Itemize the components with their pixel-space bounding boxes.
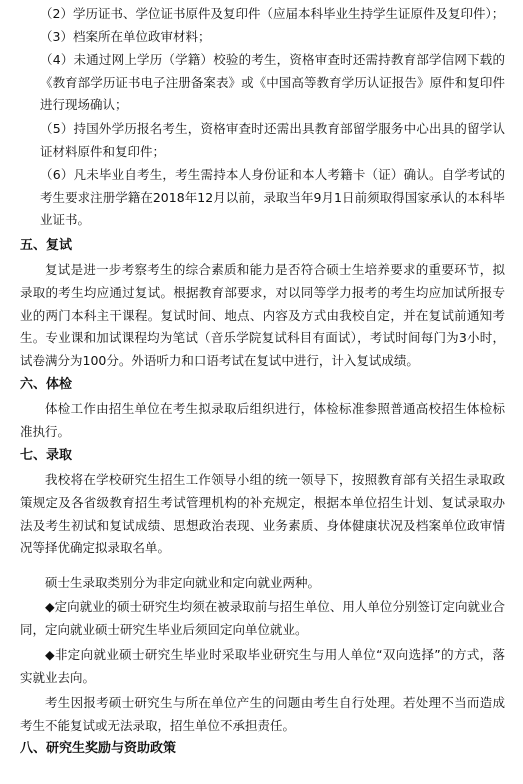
section-heading-retest: 五、复试 bbox=[20, 238, 73, 253]
requirement-item-3: （3）档案所在单位政审材料； bbox=[40, 29, 211, 44]
liability-text: 考生因报考硕士研究生与所在单位产生的问题由考生自行处理。若处理不当而造成考生不能复试或无法录取，招生单位不承担责任。 bbox=[20, 695, 505, 733]
requirement-item-2: （2）学历证书、学位证书原件及复印件（应届本科毕业生持学生证原件及复印件）； bbox=[40, 6, 505, 21]
requirement-item-4: （4）未通过网上学历（学籍）校验的考生，资格审查时还需持教育部学信网下载的《教育部学历证书电子注册备案表》或《中国高等教育学历认证报告》原件和复印件进行现场确认； bbox=[40, 52, 505, 113]
nondirected-text: ◆非定向就业硕士研究生毕业时采取毕业研究生与用人单位“双向选择”的方式，落实就业去向。 bbox=[20, 647, 505, 685]
nondirected-paragraph bbox=[20, 644, 505, 690]
directed-text: ◆定向就业的硕士研究生均须在被录取前与招生单位、用人单位分别签订定向就业合同，定向就业硕士研究生毕业后须回定向单位就业。 bbox=[20, 599, 505, 637]
requirement-item-5: （5）持国外学历报名考生，资格审查时还需出具教育部留学服务中心出具的留学认证材料原件和复印件； bbox=[40, 121, 505, 159]
admission-text: 我校将在学校研究生招生工作领导小组的统一领导下，按照教育部有关招生录取政策规定及各省级教育招生考试管理机构的补充规定，根据本单位招生计划、复试录取办法及考生初试和复试成绩、思想政治表现、业务素质、身体健康状况及档案单位政审情况等择优确定拟录取名单。 bbox=[20, 472, 505, 556]
retest-paragraph bbox=[20, 259, 505, 373]
admission-types-text: 硕士生录取类别分为非定向就业和定向就业两种。 bbox=[45, 575, 321, 590]
section-heading-physical: 六、体检 bbox=[20, 377, 73, 392]
section-heading-funding: 八、研究生奖励与资助政策 bbox=[20, 741, 177, 756]
physical-text: 体检工作由招生单位在考生拟录取后组织进行，体检标准参照普通高校招生体检标准执行。 bbox=[20, 401, 505, 439]
section-heading-admission: 七、录取 bbox=[20, 448, 73, 463]
retest-text: 复试是进一步考察考生的综合素质和能力是否符合硕士生培养要求的重要环节，拟录取的考生均应通过复试。根据教育部要求，对以同等学力报考的考生均应加试所报专业的两门本科主干课程。复试时间、地点、内容及方式由我校自定，并在复试前通知考生。专业课和加试课程均为笔试（音乐学院复试科目有面试），考试时间每门为3小时，试卷满分为100分。外语听力和口语考试在复试中进行，计入复试成绩。 bbox=[20, 262, 505, 369]
directed-paragraph bbox=[20, 596, 505, 642]
physical-paragraph bbox=[20, 398, 505, 444]
admission-paragraph bbox=[20, 469, 505, 560]
admission-types-paragraph bbox=[20, 572, 505, 595]
liability-paragraph bbox=[20, 692, 505, 738]
requirement-item-6: （6）凡未毕业自考生，考生需持本人身份证和本人考籍卡（证）确认。自学考试的考生要求注册学籍在2018年12月以前，录取当年9月1日前须取得国家承认的本科毕业证书。 bbox=[40, 167, 505, 228]
